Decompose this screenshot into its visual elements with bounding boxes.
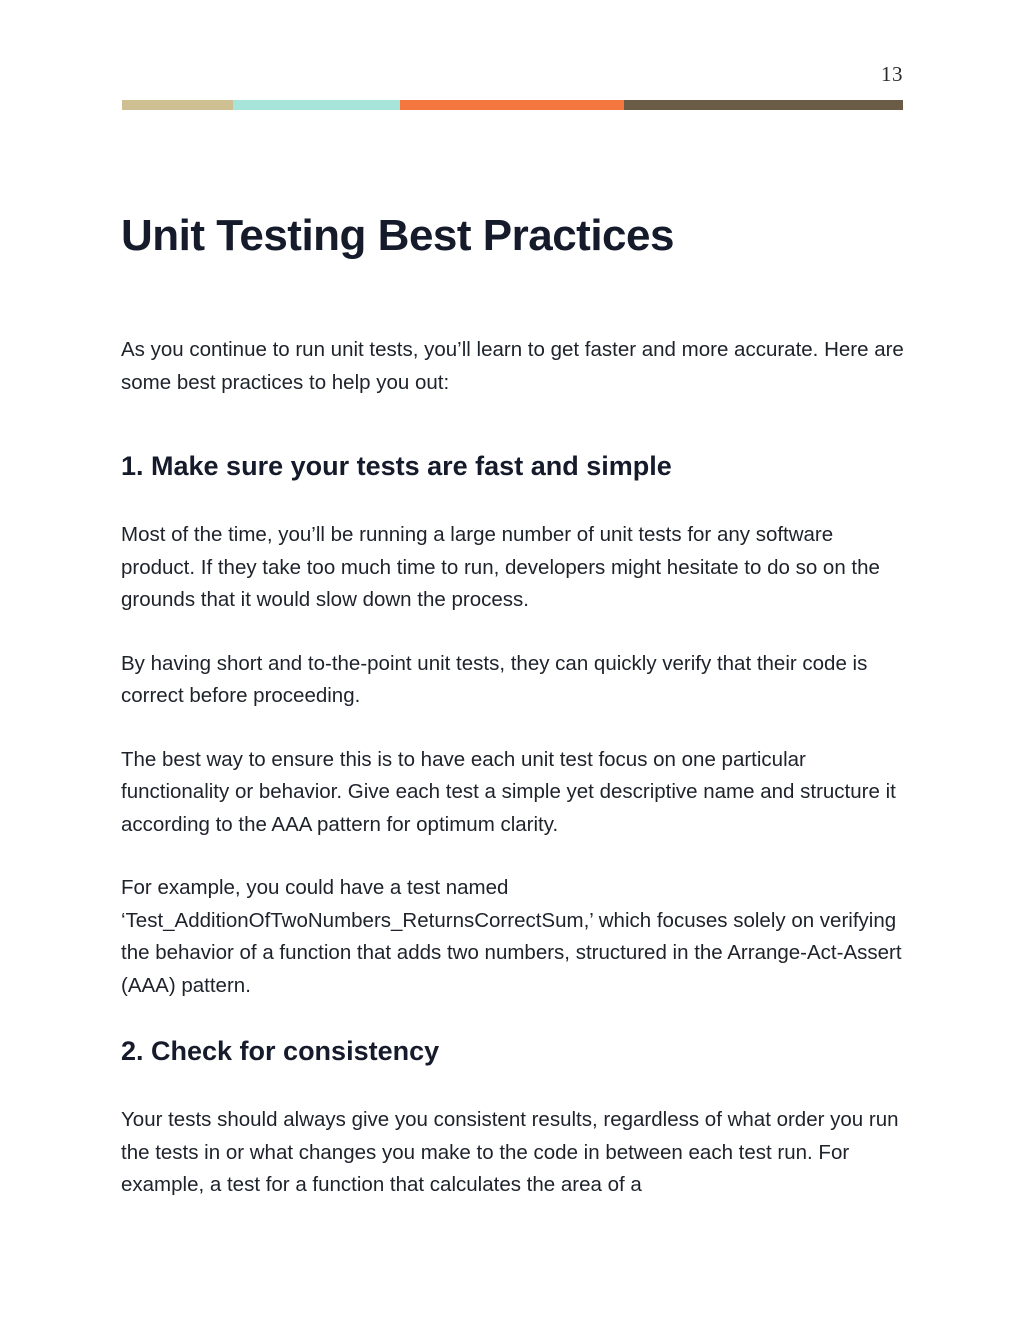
section-2-paragraph-1: Your tests should always give you consistent results, regardless of what order you run the tests in or what changes you make to the code in between each test run. For example, a test for a function that calculates the area of a [121, 1108, 899, 1196]
section-1-paragraph-1: Most of the time, you’ll be running a large number of unit tests for any software product. If they take too much time to run, developers might hesitate to do so on the grounds that it would slow down the process. [121, 523, 880, 611]
color-bar-segment-tan [122, 100, 233, 110]
section-heading-2: 2. Check for consistency [121, 1036, 440, 1066]
page-number: 13 [881, 62, 903, 86]
section-1-paragraph-4: For example, you could have a test named ‘Test_AdditionOfTwoNumbers_ReturnsCorrectSum,’ which focuses solely on verifying the behavior of a function that adds two numbers, structured in the Arrange-Act-Assert (AAA) pattern. [121, 876, 902, 997]
page-title: Unit Testing Best Practices [121, 211, 674, 260]
color-bar-segment-orange [400, 100, 624, 110]
color-bar-segment-mint [233, 100, 400, 110]
header-color-bar [122, 100, 903, 110]
color-bar-segment-brown [624, 100, 903, 110]
intro-paragraph: As you continue to run unit tests, you’ll learn to get faster and more accurate. Here are some best practices to help you out: [121, 338, 904, 394]
section-1-paragraph-2: By having short and to-the-point unit tests, they can quickly verify that their code is correct before proceeding. [121, 651, 868, 707]
section-heading-1: 1. Make sure your tests are fast and simple [121, 451, 672, 481]
document-body [121, 208, 907, 1233]
section-1-paragraph-3: The best way to ensure this is to have each unit test focus on one particular functionality or behavior. Give each test a simple yet descriptive name and structure it according to the AAA pattern for optimum clarity. [121, 747, 896, 836]
